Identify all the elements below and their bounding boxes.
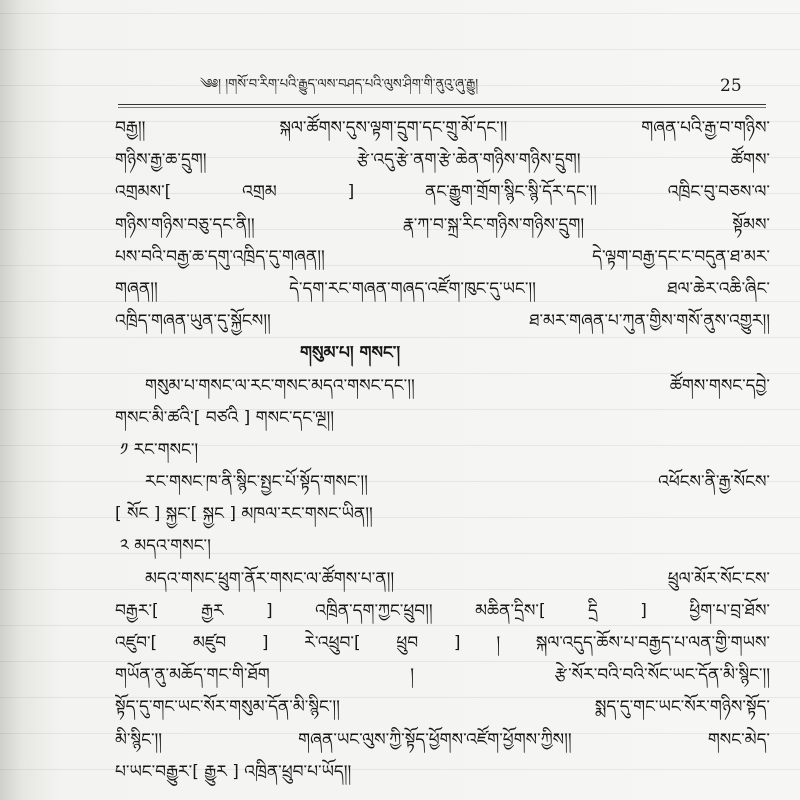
- text-line: མདའ་གསང་ཕྲུག་ནོར་གསང་ལ་ཚོགས་པ་ན།། ཕྲུལ་མོར་སོང་ངས་: [145, 569, 770, 589]
- header-rule-secondary: [118, 107, 766, 108]
- text-line: གསང་མི་ཚའི་[ བཙའི ] གསང་དང་ལྔ།།: [115, 408, 335, 428]
- text-line: གསུམ་པ་གསང་ལ་རང་གསང་མདའ་གསང་དང་།། ཚོགས་གསང་དབྱེ་: [145, 376, 770, 396]
- text-line: འགྲམས་[ འགྲམ ] ནང་རྒྱུག་གྲོག་སྙིང་སྙི་དོར་དང་།། འཁྲིང་བུ་བཅས་ལ་: [115, 182, 770, 202]
- text-line: འཁྲིད་གཞན་ཡུན་དུ་སྐྱོངས།། ཐ་མར་གཞན་པ་ཀུན་གྱིས་གསོ་ནུས་འགྱུར།།: [115, 311, 770, 331]
- text-line: མི་སྙིང་།། གཞན་ཡང་ལུས་ཀྱི་སྟོད་ཕྱོགས་འཛོག་ཕྱོགས་ཀྱིས།། གསང་མེད་: [115, 730, 770, 750]
- page-number: 25: [720, 76, 742, 96]
- running-header: ༄༅། །གསོ་བ་རིག་པའི་རྒྱུད་ལས་བཤད་པའི་ལུས་ཤིག་གི་ནུའུ་ཞུ་རྒྱུ།: [200, 77, 479, 92]
- numbered-subheading: ༡ རང་གསང་།: [120, 440, 199, 460]
- text-line: རང་གསང་ཁ་ནི་སྙིང་སྤྱང་པོ་སྟོད་གསང་།། འཕོངས་ནི་རྒྱ་སོངས་: [145, 472, 770, 492]
- text-line: གཉིས་གཉིས་བཅུ་དང་ནི།། རྣ་ཀ་བ་སྐྲ་རིང་གཉིས་གཉིས་དྲུག། སྟོམས་: [115, 215, 770, 235]
- numbered-subheading: ༢ མདའ་གསང་།: [120, 536, 211, 556]
- text-line: གཡོན་ནུ་མཆོད་གང་གི་ཐོག ། རྩེ་སོར་བའི་བའི་སོང་ཡང་དོན་མི་སྙིང་།།: [115, 665, 770, 685]
- text-line: པས་བའི་བརྒྱ་ཆ་དགུ་འཁྲིད་དུ་གཞན།། དེ་ལྟག་བརྒྱ་དང་ང་བདུན་ཐ་མར་: [115, 247, 770, 267]
- text-line: གཉིས་རྒྱ་ཆ་དྲུག། རྩེ་འདུ་རྩེ་ནག་རྩེ་ཆེན་གཉིས་གཉིས་དྲུག། ཚོགས་: [115, 150, 770, 170]
- text-line: པ་ཡང་བརྒྱུར་[ རྒྱུར ] འཁྲིན་ཕྲུབ་པ་ཡོད།།: [115, 762, 352, 782]
- text-line: [ སོང ] སྐྱང་[ སྐྱང ] མཁལ་རང་གསང་ཡིན།།: [115, 504, 373, 524]
- text-line: འཛུབ་[ མཛུབ ] རེ་འཕྲུབ་[ ཕྲུབ ] ། སྐལ་འདུད་ཆོས་པ་བརྒྱད་པ་ལན་གྱི་གཡས་: [115, 633, 770, 653]
- text-line: སྟོད་དུ་གང་ཡང་སོར་གསུམ་དོན་མི་སྙིང་།། སྨད་དུ་གང་ཡང་སོར་གཉིས་སྟོད་: [115, 697, 770, 717]
- text-line: བརྒྱ།། སྐལ་ཚོགས་དུས་ལྟག་དྲུག་དང་གྲུ་མོ་དང་།། གཞན་པའི་རྒྱ་བ་གཉིས་: [115, 118, 770, 138]
- text-line: བརྒྱར་[ རྒྱར ] འཁྲིན་དག་ཀྱང་ཕྲུབ།། མཆིན་དྲིས་[ དྲི ] ཕྱིག་པ་བྲ་ཐོས་: [115, 601, 770, 621]
- section-heading: གསུམ་པ། གསང་།: [300, 343, 401, 363]
- header-rule: [118, 104, 766, 105]
- text-line: གཞན།། དེ་དག་རང་གཞན་གཞད་འཛོག་ཁུང་དུ་ཡང་།། ཐལ་ཆེར་འཆི་ཞིང་: [115, 279, 770, 299]
